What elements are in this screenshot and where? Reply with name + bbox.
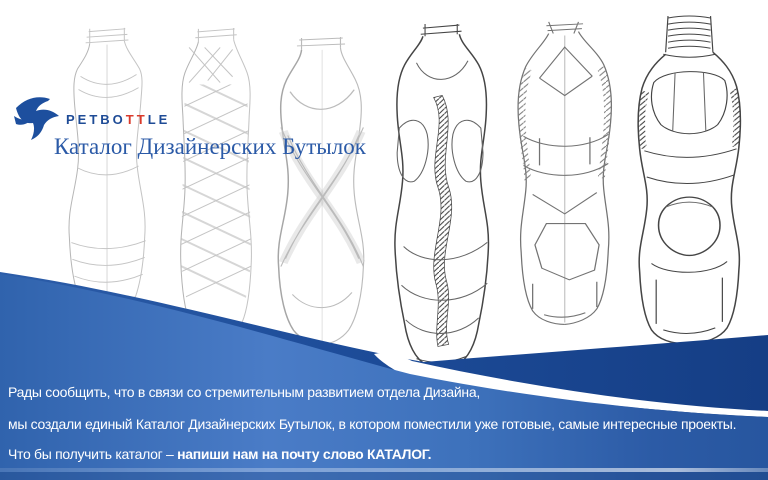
footer-line-3-regular: Что бы получить каталог – [8, 446, 178, 462]
footer-line-2: мы создали единый Каталог Дизайнерских Бутылок, в котором поместили уже готовые, самые интересные проекты. [8, 416, 737, 432]
footer-line-1: Рады сообщить, что в связи со стремительным развитием отдела Дизайна, [8, 384, 480, 400]
footer-line-3-bold: напиши нам на почту слово КАТАЛОГ. [177, 446, 432, 462]
brand-name [66, 112, 170, 127]
brand-name-part3: LE [147, 112, 171, 127]
brand-name-part2: TT [125, 112, 148, 127]
footer-line-3 [8, 446, 431, 462]
page-title: Каталог Дизайнерских Бутылок [54, 134, 366, 159]
brand-name-part1: PETBO [66, 112, 126, 127]
